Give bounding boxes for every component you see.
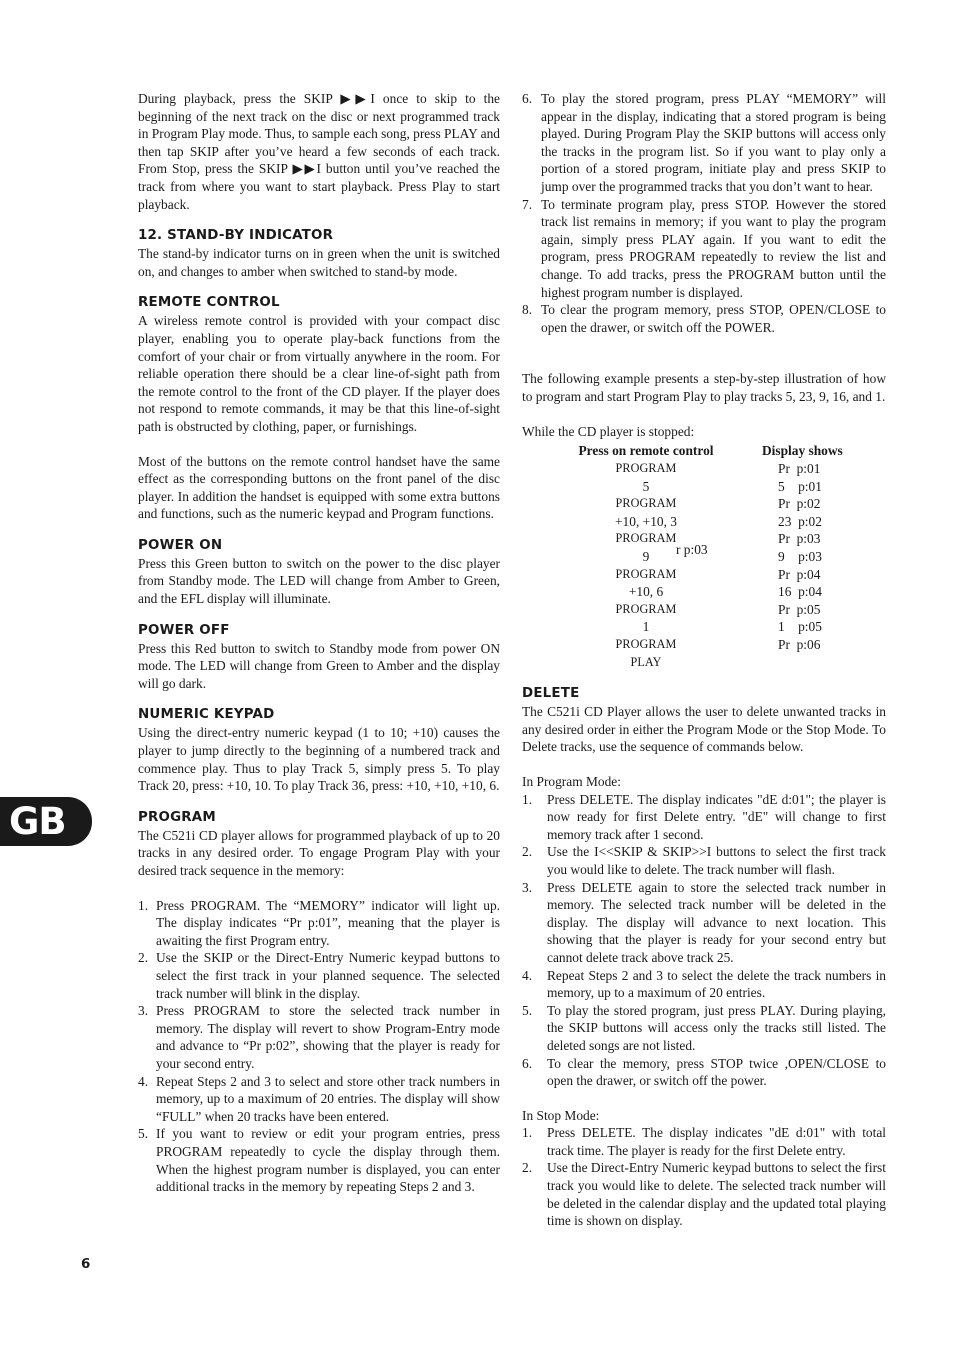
list-item xyxy=(522,1055,886,1090)
list-item xyxy=(522,90,886,196)
step-text: To play the stored program, press PLAY “MEMORY” will appear in the display, indicating that a stored program is being played. During Program Play the SKIP buttons will access only the tracks in the program list. So if you want to play only a portion of a stored program, initiate play and press SKIP to jump over the programmed tracks that you don’t want to hear. xyxy=(541,91,886,194)
table-row xyxy=(522,583,886,601)
press-cell: PROGRAM xyxy=(615,637,677,652)
delete-heading: DELETE xyxy=(522,686,580,702)
table-row xyxy=(522,513,886,531)
step-text: Repeat Steps 2 and 3 to select the delete the track numbers in memory, up to a maximum of 20 entries. xyxy=(547,967,886,1001)
step-text: To terminate program play, press STOP. However the stored track list remains in memory; if you want to play the program again, simply press PLAY again. If you want to edit the program, press PROGRAM repeatedly to review the list and change. To add tracks, press the PROGRAM button until the highest program number is displayed. xyxy=(541,196,886,300)
table-header-row xyxy=(522,442,886,460)
table-row xyxy=(522,601,886,619)
step-number: 5. xyxy=(522,1002,533,1018)
list-item xyxy=(138,1002,500,1072)
page-number: 6 xyxy=(81,1257,91,1272)
power-on-text: Press this Green button to switch on the power to the disc player from Standby mode. The LED will change from Amber to Green, and the EFL display will illuminate. xyxy=(138,555,500,607)
table-row xyxy=(522,495,886,513)
step-number: 8. xyxy=(522,302,533,318)
display-cell: 5 p:01 xyxy=(778,478,822,494)
program-text: The C521i CD player allows for programmed playback of up to 20 tracks in any desired order. To engage Program Play with your desired track sequence in the memory: xyxy=(138,827,500,878)
table-body xyxy=(522,460,886,671)
step-text: To clear the memory, press STOP twice ,OPEN/CLOSE to open the drawer, or switch off the power. xyxy=(547,1055,886,1089)
press-cell: 1 xyxy=(642,619,650,635)
step-text: Press DELETE. The display indicates "dE d:01" with total track time. The player is ready for the first Delete entry. xyxy=(547,1125,886,1158)
standby-indicator-text: The stand-by indicator turns on in green when the unit is switched on, and changes to amber when switched to stand-by mode. xyxy=(138,246,500,279)
list-item xyxy=(138,1073,500,1126)
step-text: Repeat Steps 2 and 3 to select and store other track numbers in memory, up to a maximum of 20 entries. The display will show “FULL” when 20 tracks have been entered. xyxy=(156,1073,500,1124)
press-cell: PLAY xyxy=(630,654,662,669)
power-off-text: Press this Red button to switch to Standby mode from power ON mode. The LED will change from Green to Amber and the display will go dark. xyxy=(138,640,500,691)
program-heading: PROGRAM xyxy=(138,809,216,825)
press-cell: 5 xyxy=(642,478,650,494)
display-column-header: Display shows xyxy=(762,443,843,459)
display-cell xyxy=(770,654,886,672)
remote-control-text-2: Most of the buttons on the remote control handset have the same effect as the corresponding buttons on the front panel of the disc player. In addition the handset is equipped with some extra buttons and functions, such as the numeric keypad and Program functions. xyxy=(138,453,500,522)
remote-control-text-1: A wireless remote control is provided with your compact disc player, enabling you to operate play-back functions from the comfort of your chair or from virtually anywhere in the room. For reliable operation there should be a clear line-of-sight path from the remote control to the front of the CD player. If the player does not respond to remote commands, it may be that this line-of-sight path is obstructed by clothing, paper, or furnishings. xyxy=(138,313,500,434)
step-number: 1. xyxy=(138,897,149,913)
step-number: 1. xyxy=(522,791,533,807)
stop-mode-label: In Stop Mode: xyxy=(522,1107,600,1123)
skip-intro-paragraph: During playback, press the SKIP ▶▶I once to skip to the beginning of the next track on the disc or next programmed track in Program Play mode. Thus, to sample each song, press PLAY and then tap SKIP after you’ve heard a few seconds of each track. From Stop, press the SKIP ▶▶I button until you’ve reached the track from where you want to start playback. Press Play to start playback. xyxy=(138,91,500,212)
press-cell: PROGRAM xyxy=(615,601,677,616)
language-tab-label: GB xyxy=(9,800,66,843)
press-cell: PROGRAM xyxy=(615,496,677,511)
step-number: 3. xyxy=(138,1003,149,1019)
stray-display-text: r p:03 xyxy=(676,542,708,557)
table-row xyxy=(522,478,886,496)
list-item xyxy=(522,301,886,336)
step-number: 4. xyxy=(522,967,533,983)
spacer xyxy=(522,756,886,773)
display-cell: 1 p:05 xyxy=(778,619,822,635)
press-cell: PROGRAM xyxy=(615,461,677,476)
step-number: 2. xyxy=(522,844,533,860)
list-item xyxy=(522,196,886,302)
spacer xyxy=(522,1090,886,1107)
list-item xyxy=(522,843,886,878)
press-cell: PROGRAM xyxy=(615,566,677,581)
display-cell: 9 p:03 xyxy=(778,549,822,565)
display-cell: Pr p:03 xyxy=(778,531,821,547)
display-cell: Pr p:01 xyxy=(778,461,821,477)
list-item xyxy=(138,1125,500,1195)
list-item xyxy=(522,879,886,967)
language-tab xyxy=(0,797,92,846)
display-cell: Pr p:02 xyxy=(778,496,821,512)
step-text: Press PROGRAM to store the selected track number in memory. The display will revert to show Program-Entry mode and advance to “Pr p:02”, showing that the player is ready for your second entry. xyxy=(156,1003,500,1071)
spacer xyxy=(522,336,886,353)
program-mode-label: In Program Mode: xyxy=(522,774,621,789)
table-row xyxy=(522,654,886,672)
program-steps-continued-list xyxy=(522,90,886,336)
left-column xyxy=(138,90,500,1196)
press-cell: +10, +10, 3 xyxy=(615,513,677,529)
press-cell: +10, 6 xyxy=(628,584,664,600)
right-column xyxy=(522,90,886,1230)
step-text: If you want to review or edit your program entries, press PROGRAM repeatedly to cycle the display through them. When the highest program number is displayed, you can enter additional tracks in the memory by repeating Steps 2 and 3. xyxy=(156,1126,500,1195)
display-cell: Pr p:05 xyxy=(778,601,821,617)
stop-mode-steps-list xyxy=(522,1124,886,1230)
display-cell: 16 p:04 xyxy=(778,584,822,600)
list-item xyxy=(138,897,500,950)
display-cell: Pr p:06 xyxy=(778,637,821,653)
list-item xyxy=(522,1124,886,1159)
step-number: 5. xyxy=(138,1126,149,1142)
step-text: To play the stored program, just press PLAY. During playing, the SKIP buttons will access only the tracks still listed. The deleted songs are not listed. xyxy=(547,1002,886,1053)
program-mode-steps-list xyxy=(522,791,886,1090)
step-text: Use the I<<SKIP & SKIP>>I buttons to select the first track you would like to delete. The track number will flash. xyxy=(547,844,886,877)
standby-indicator-heading: 12. STAND-BY INDICATOR xyxy=(138,228,334,244)
table-row xyxy=(522,636,886,654)
stopped-text: While the CD player is stopped: xyxy=(522,423,695,439)
program-steps-list xyxy=(138,897,500,1196)
table-row xyxy=(522,460,886,478)
step-text: Press DELETE again to store the selected track number in memory. The selected track number will be deleted in the display. The display will advance to next location. This showing that the player is ready for your second entry but cannot delete track above track 25. xyxy=(547,879,886,965)
list-item xyxy=(522,1159,886,1229)
spacer xyxy=(522,406,886,423)
numeric-keypad-text: Using the direct-entry numeric keypad (1 to 10; +10) causes the player to jump directly to the beginning of a numbered track and commence play. Thus to play Track 5, simply press 5. To play Track 20, press: +10, 10. To play Track 36, press: +10, +10, +10, 6. xyxy=(138,725,500,794)
power-on-heading: POWER ON xyxy=(138,537,223,553)
numeric-keypad-heading: NUMERIC KEYPAD xyxy=(138,707,275,723)
table-row xyxy=(522,566,886,584)
display-cell: Pr p:04 xyxy=(778,566,821,582)
step-number: 4. xyxy=(138,1073,149,1089)
step-number: 2. xyxy=(522,1160,533,1176)
power-off-heading: POWER OFF xyxy=(138,622,230,638)
press-cell: 9 xyxy=(642,549,650,565)
step-text: To clear the program memory, press STOP, OPEN/CLOSE to open the drawer, or switch off the POWER. xyxy=(541,302,886,335)
list-item xyxy=(522,791,886,844)
display-cell: 23 p:02 xyxy=(778,513,822,529)
spacer xyxy=(522,353,886,370)
step-text: Press DELETE. The display indicates "dE d:01"; the player is now ready for first Delete entry. "dE" will change to first memory track after 1 second. xyxy=(547,791,886,842)
press-column-header: Press on remote control xyxy=(578,443,714,459)
delete-text: The C521i CD Player allows the user to delete unwanted tracks in any desired order in either the Program Mode or the Stop Mode. To Delete tracks, use the sequence of commands below. xyxy=(522,704,886,755)
remote-control-heading: REMOTE CONTROL xyxy=(138,295,280,311)
table-row xyxy=(522,618,886,636)
step-number: 2. xyxy=(138,950,149,966)
step-text: Press PROGRAM. The “MEMORY” indicator will light up. The display indicates “Pr p:01”, meaning that the player is awaiting the first Program entry. xyxy=(156,897,500,948)
step-number: 6. xyxy=(522,1055,533,1071)
list-item xyxy=(522,1002,886,1055)
step-number: 6. xyxy=(522,91,533,106)
step-number: 1. xyxy=(522,1125,533,1141)
spacer xyxy=(138,436,500,453)
spacer xyxy=(138,880,500,897)
step-text: Use the SKIP or the Direct-Entry Numeric keypad buttons to select the first track in your planned sequence. The selected track number will blink in the display. xyxy=(156,950,500,1001)
step-number: 3. xyxy=(522,879,533,895)
step-number: 7. xyxy=(522,196,533,212)
example-intro-text: The following example presents a step-by-step illustration of how to program and start Program Play to play tracks 5, 23, 9, 16, and 1. xyxy=(522,371,886,404)
press-cell: PROGRAM xyxy=(615,531,677,546)
list-item xyxy=(138,949,500,1002)
step-text: Use the Direct-Entry Numeric keypad buttons to select the first track you would like to delete. The selected track number will be deleted in the calendar display and the updated total playing time is shown on display. xyxy=(547,1160,886,1229)
list-item xyxy=(522,967,886,1002)
